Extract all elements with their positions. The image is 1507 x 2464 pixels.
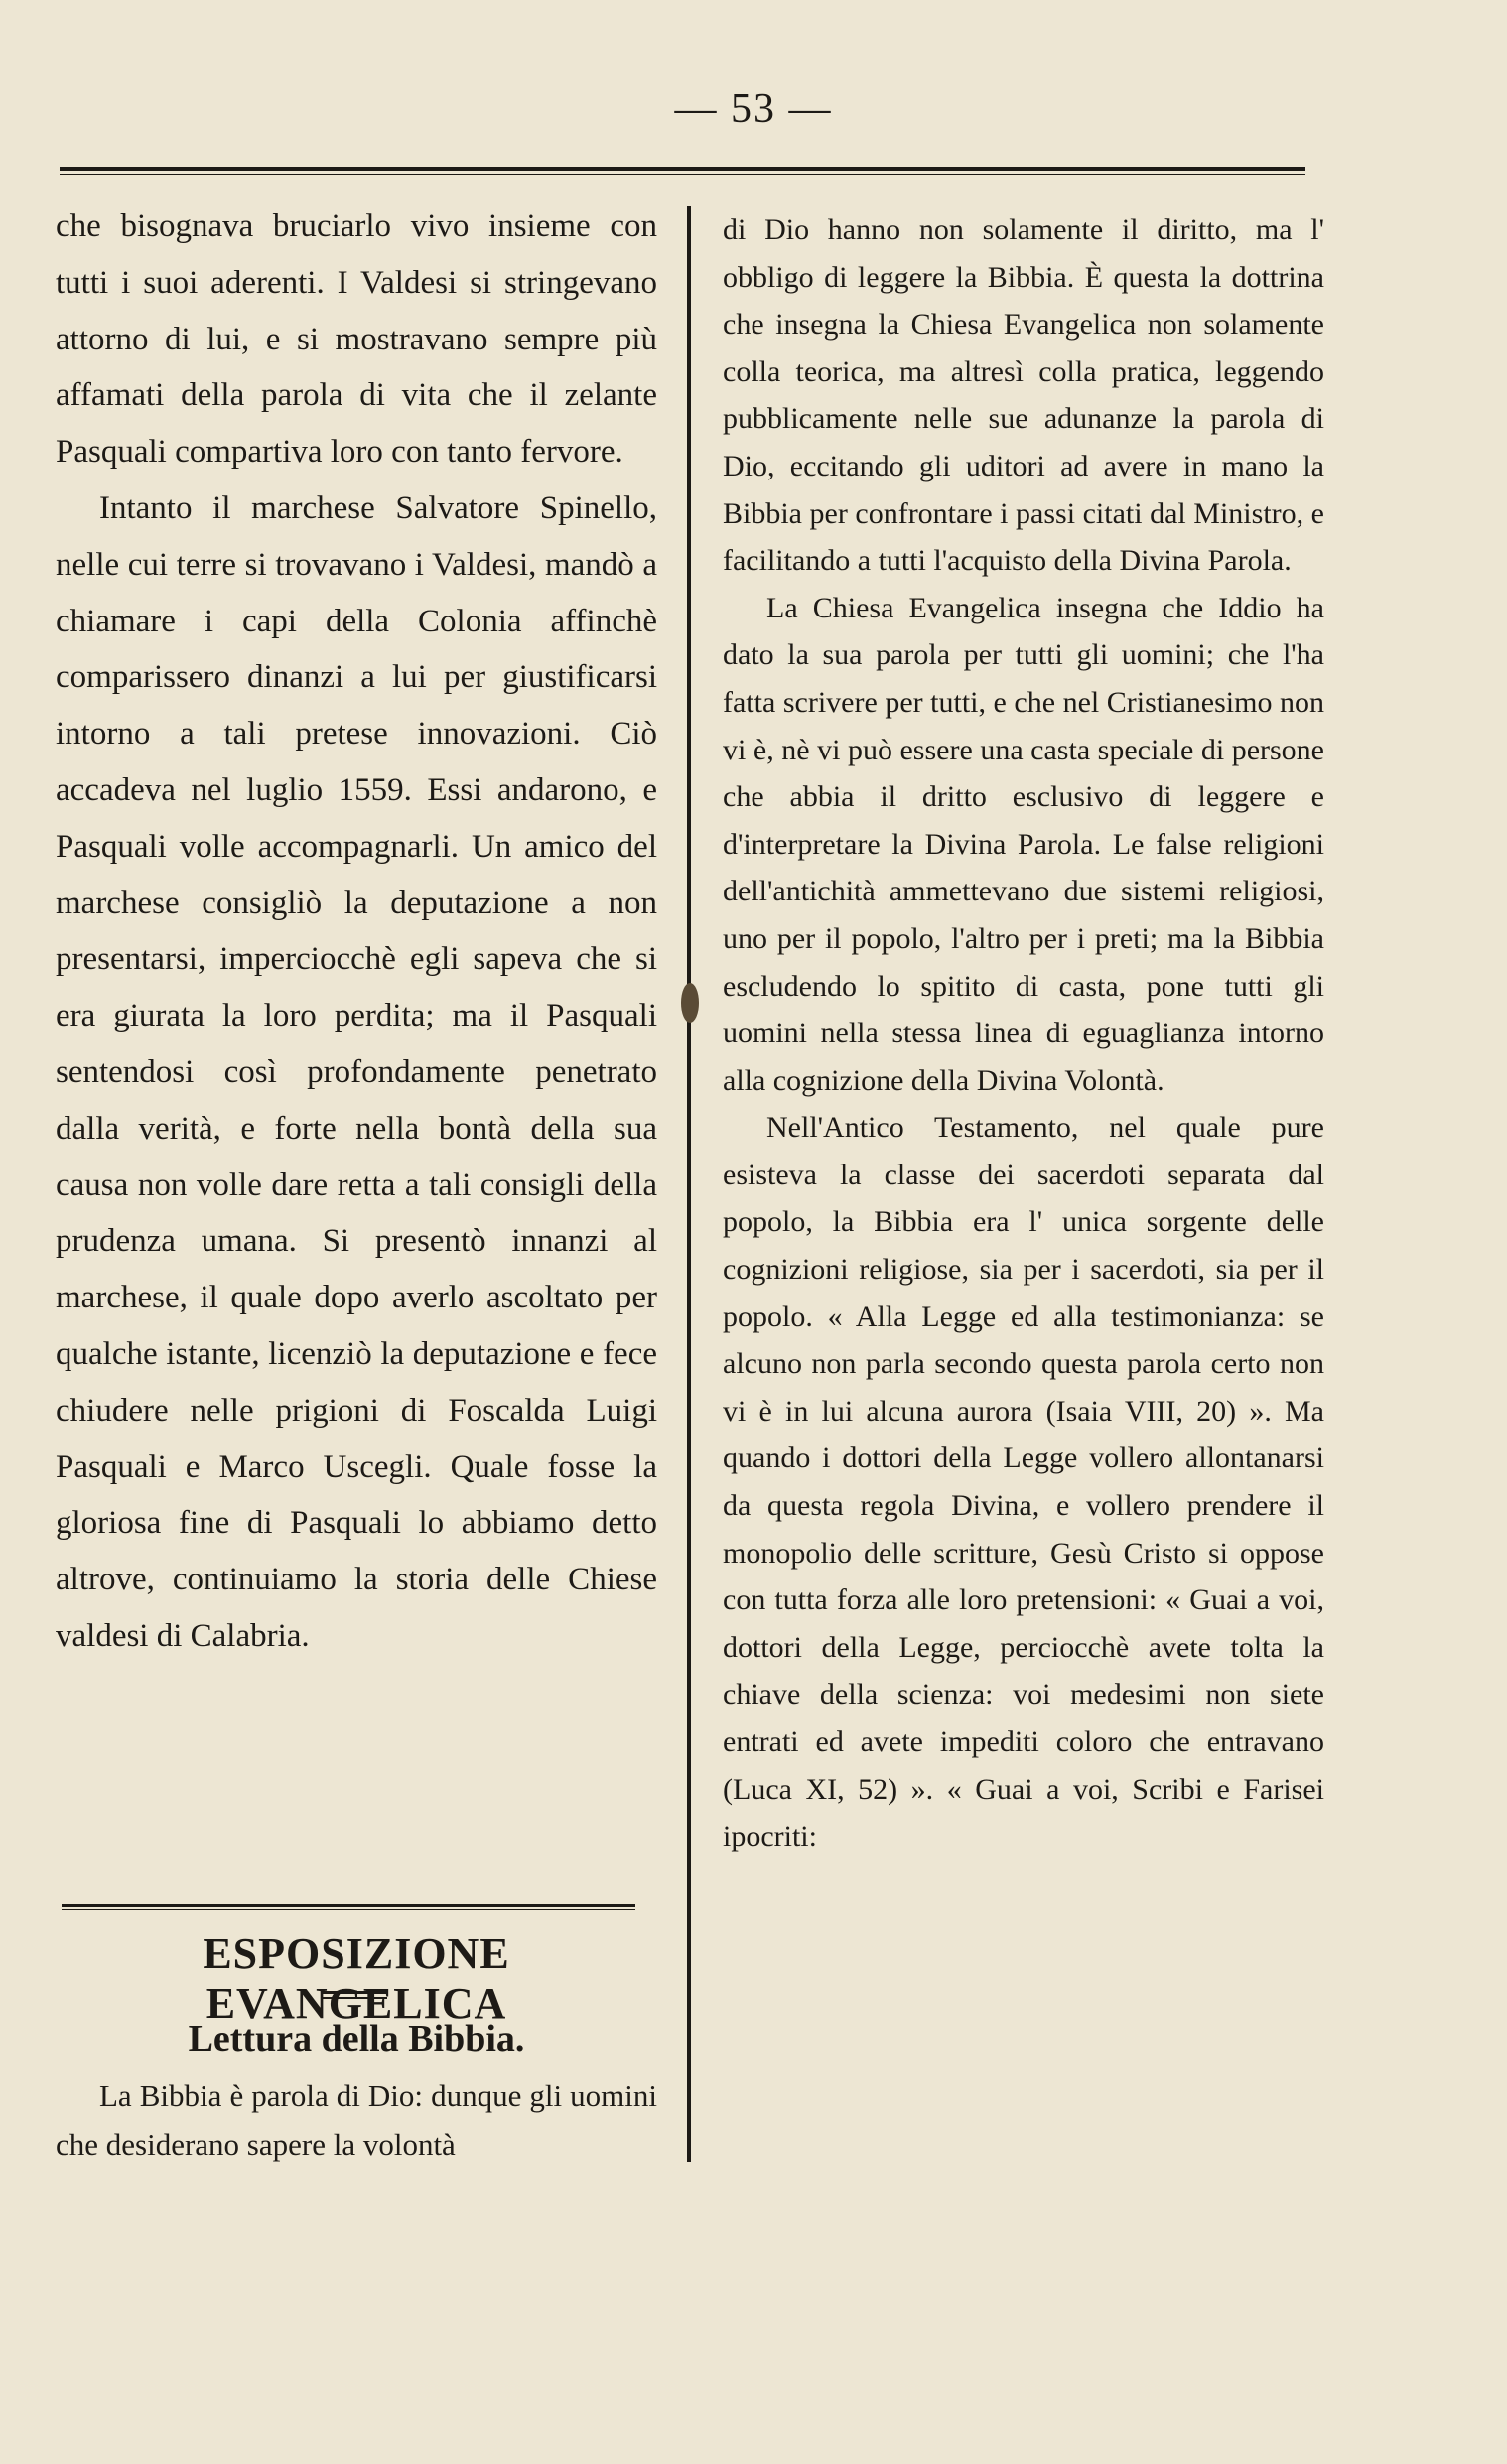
- binding-mark: [681, 983, 699, 1023]
- paragraph: di Dio hanno non solamente il diritto, ma l' obbligo di leggere la Bibbia. È questa la dottrina che insegna la Chiesa Evangelica non solamente colla teorica, ma altresì colla pratica, leggendo pubblicamente nelle sue adunanze la parola di Dio, eccitando gli uditori ad avere in mano la Bibbia per confrontare i passi citati dal Ministro, e facilitando a tutti l'acquisto della Divina Parola.: [723, 213, 1324, 578]
- left-column-lower: [56, 2071, 657, 2170]
- paragraph: La Chiesa Evangelica insegna che Iddio ha dato la sua parola per tutti gli uomini; che l'ha fatta scrivere per tutti, e che nel Cristianesimo non vi è, nè vi può essere una casta speciale di persone che abbia il dritto esclusivo di leggere e d'interpretare la Divina Parola. Le false religioni dell'antichità ammettevano due sistemi religiosi, uno per il popolo, l'altro per i preti; ma la Bibbia escludendo lo spitito di casta, pone tutti gli uomini nella stessa linea di eguaglianza intorno alla cognizione della Divina Volontà.: [723, 591, 1324, 1097]
- page-number: — 53 —: [674, 86, 833, 132]
- right-column: [723, 206, 1324, 1860]
- paragraph: che bisognava bruciarlo vivo insieme con tutti i suoi aderenti. I Valdesi si stringevano attorno di lui, e si mostravano sempre più affamati della parola di vita che il zelante Pasquali compartiva loro con tanto fervore.: [56, 208, 657, 471]
- title-divider: [322, 1991, 387, 1999]
- section-rule: [62, 1904, 635, 1910]
- paragraph: La Bibbia è parola di Dio: dunque gli uomini che desiderano sapere la volontà: [56, 2078, 657, 2162]
- paragraph: Intanto il marchese Salvatore Spinello, nelle cui terre si trovavano i Valdesi, mandò a chiamare i capi della Colonia affinchè comparissero dinanzi a lui per giustificarsi intorno a tali pretese innovazioni. Ciò accadeva nel luglio 1559. Essi andarono, e Pasquali volle accompagnarli. Un amico del marchese consigliò la deputazione a non presentarsi, imperciocchè egli sapeva che si era giurata la loro perdita; ma il Pasquali sentendosi così profondamente penetrato dalla verità, e forte nella bontà della sua causa non volle dare retta a tali consigli della prudenza umana. Si presentò innanzi al marchese, il quale dopo averlo ascoltato per qualche istante, licenziò la deputazione e fece chiudere nelle prigioni di Foscalda Luigi Pasquali e Marco Uscegli. Quale fosse la gloriosa fine di Pasquali lo abbiamo detto altrove, continuiamo la storia delle Chiese valdesi di Calabria.: [56, 489, 657, 1654]
- column-divider: [687, 206, 691, 2162]
- left-column: [56, 199, 657, 1665]
- header-rule: [60, 167, 1305, 175]
- paragraph: Nell'Antico Testamento, nel quale pure esisteva la classe dei sacerdoti separata dal popolo, la Bibbia era l' unica sorgente delle cognizioni religiose, sia per i sacerdoti, sia per il popolo. « Alla Legge ed alla testimonianza: se alcuno non parla secondo questa parola certo non vi è in lui alcuna aurora (Isaia VIII, 20) ». Ma quando i dottori della Legge vollero allontanarsi da questa regola Divina, e vollero prendere il monopolio delle scritture, Gesù Cristo si oppose con tutta forza alle loro pretensioni: « Guai a voi, dottori della Legge, perciocchè avete tolta la chiave della scienza: voi medesimi non siete entrati ed avete impediti coloro che entravano (Luca XI, 52) ». « Guai a voi, Scribi e Farisei ipocriti:: [723, 1111, 1324, 1853]
- subsection-title: Lettura della Bibbia.: [188, 2018, 525, 2060]
- section-title: ESPOSIZIONE EVANGELICA: [203, 1929, 510, 2028]
